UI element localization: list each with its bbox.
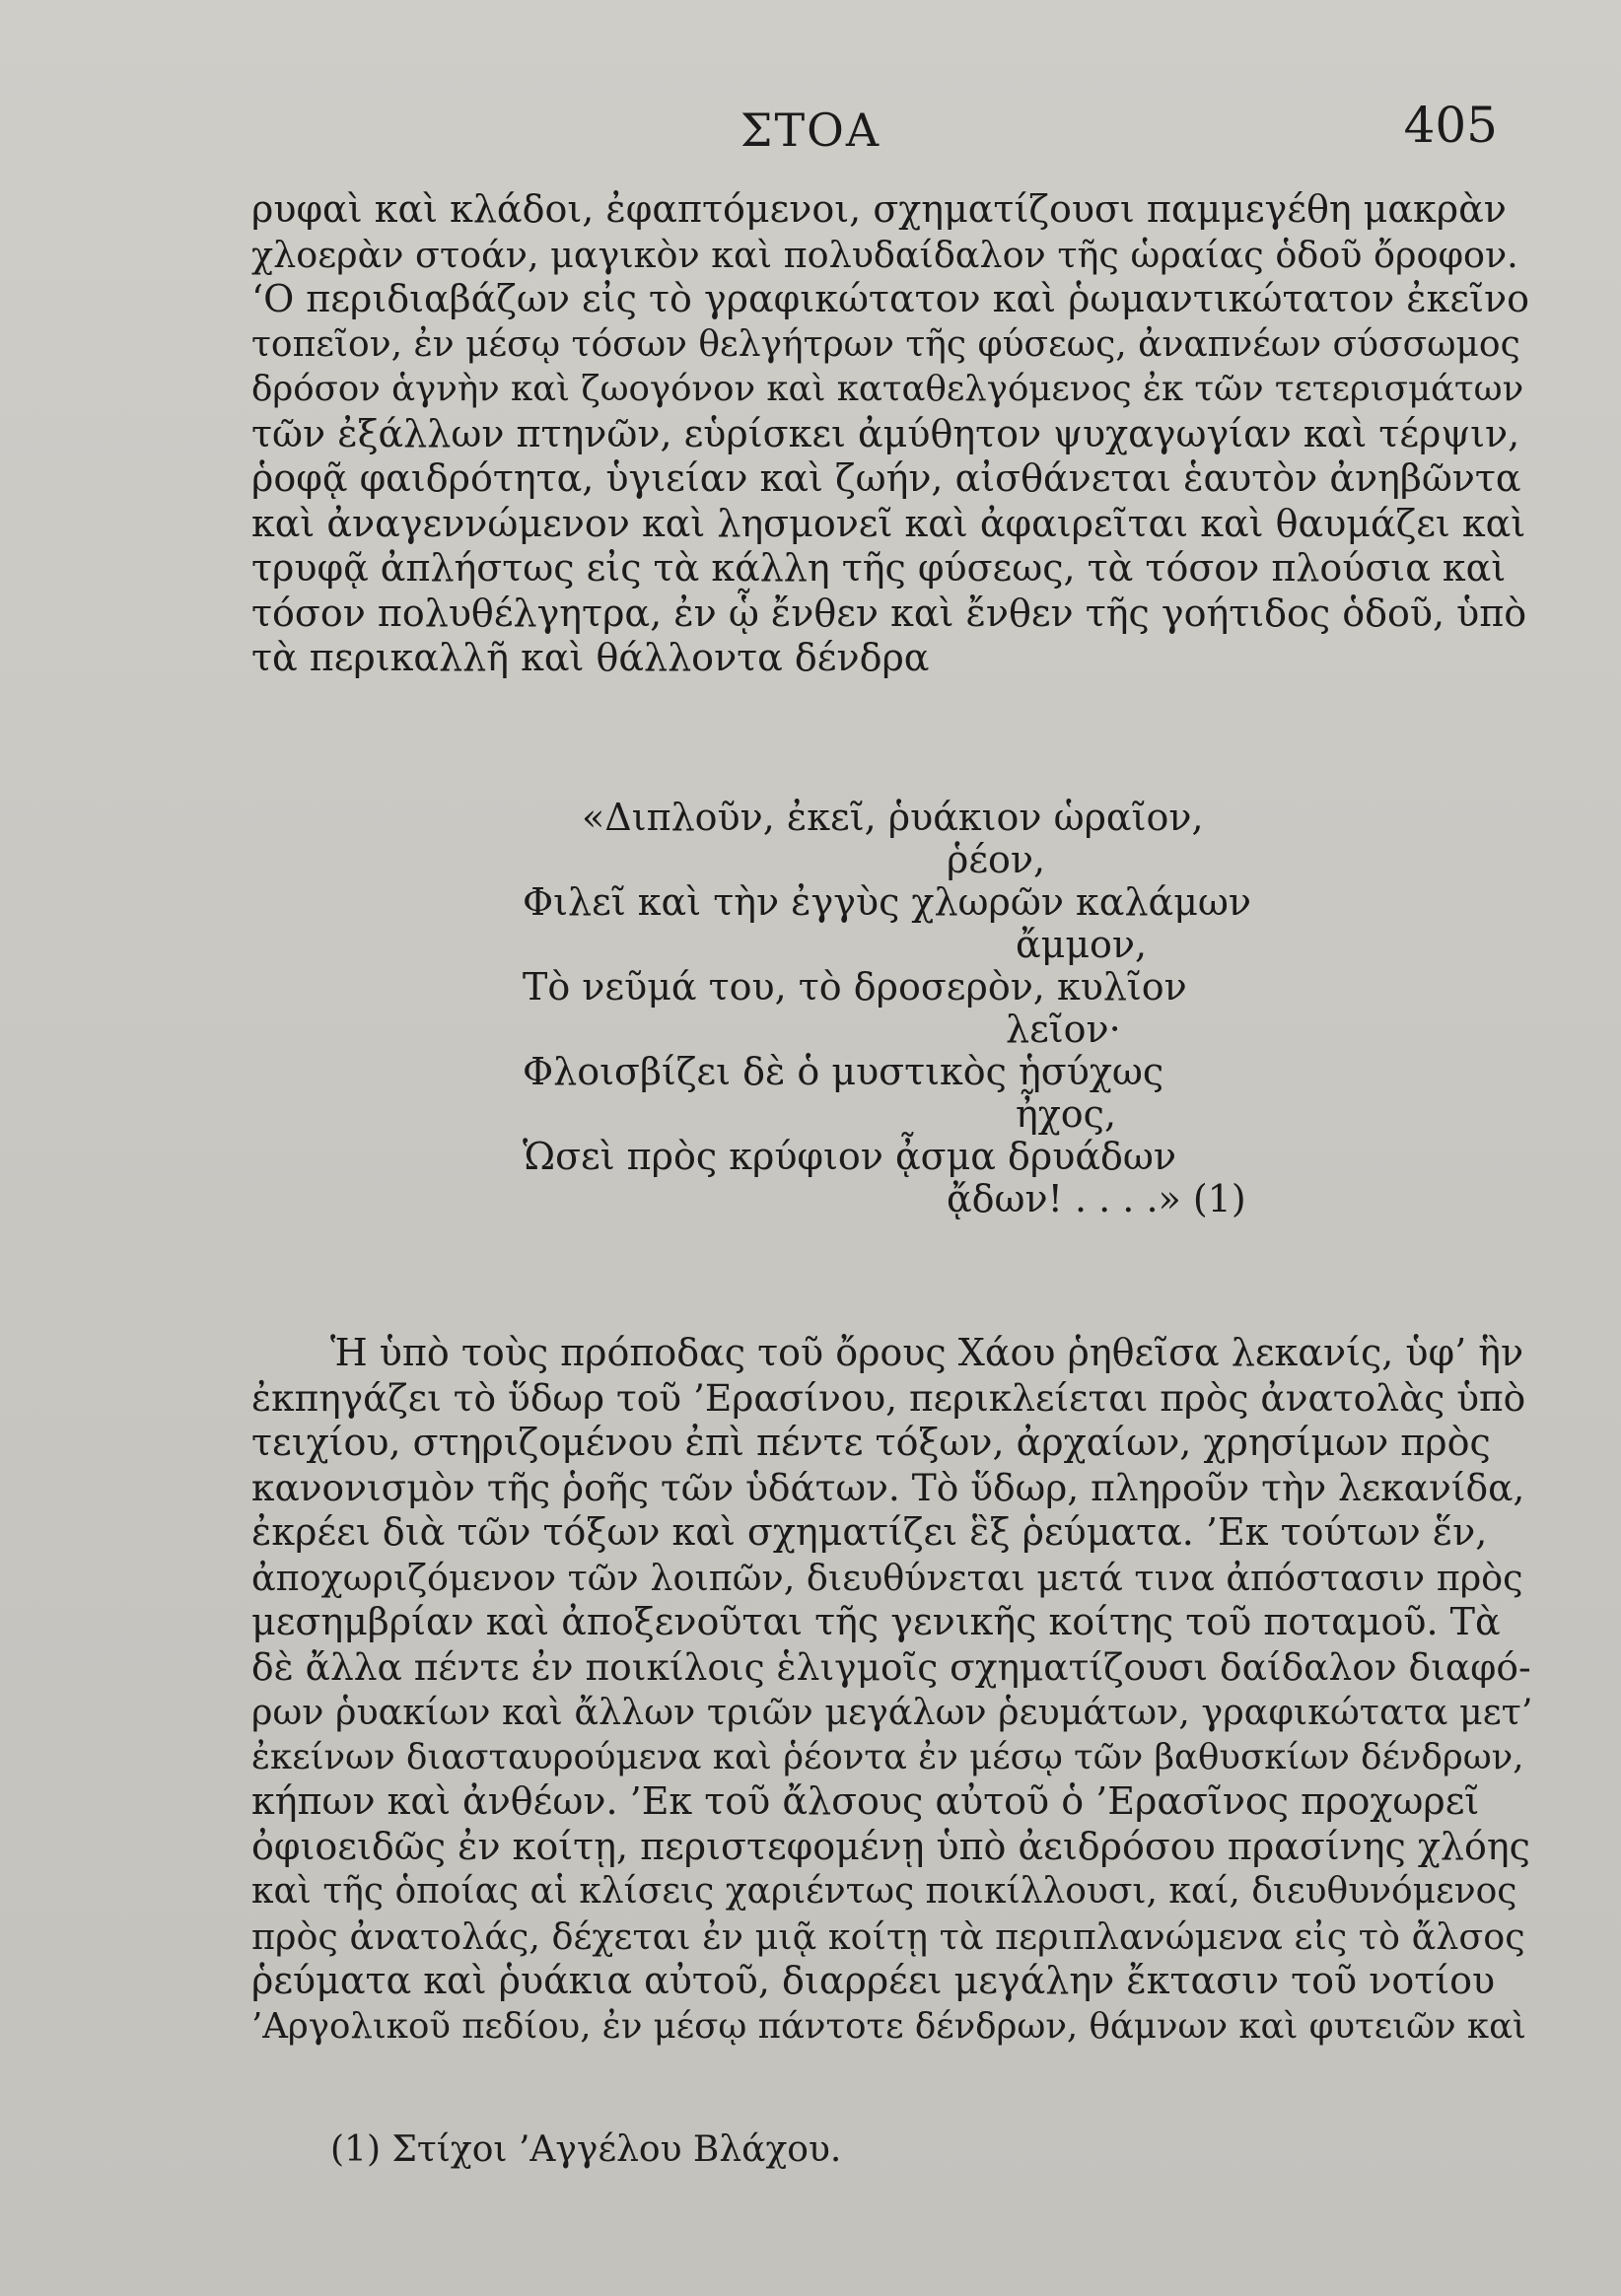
poem-rhyme-line: ᾄδων! . . . .» (1): [947, 1177, 1246, 1220]
text-line: κανονισμὸν τῆς ῥοῆς τῶν ὑδάτων. Τὸ ὕδωρ, πληροῦν τὴν λεκανίδα,: [251, 1465, 1525, 1509]
text-line: τρυφᾷ ἀπλήστως εἰς τὰ κάλλη τῆς φύσεως, τὰ τόσον πλούσια καὶ: [251, 546, 1507, 590]
text-line: ἐκρέει διὰ τῶν τόξων καὶ σχηματίζει ἓξ ῥεύματα. ’Εκ τούτων ἕν,: [251, 1510, 1488, 1554]
text-line: τοπεῖον, ἐν μέσῳ τόσων θελγήτρων τῆς φύσεως, ἀναπνέων σύσσωμος: [251, 323, 1520, 365]
text-line: χλοερὰν στοάν, μαγικὸν καὶ πολυδαίδαλον τῆς ὡραίας ὁδοῦ ὄροφον.: [251, 233, 1518, 276]
poem-rhyme-line: ἄμμον,: [1016, 923, 1148, 966]
text-line: τόσον πολυθέλγητρα, ἐν ᾧ ἔνθεν καὶ ἔνθεν τῆς γοήτιδος ὁδοῦ, ὑπὸ: [251, 591, 1527, 635]
poem-rhyme-line: λεῖον·: [1006, 1008, 1121, 1051]
text-line: καὶ ἀναγεννώμενον καὶ λησμονεῖ καὶ ἀφαιρεῖται καὶ θαυμάζει καὶ: [251, 501, 1526, 545]
text-line: ῥοφᾷ φαιδρότητα, ὑγιείαν καὶ ζωήν, αἰσθάνεται ἑαυτὸν ἀνηβῶντα: [251, 456, 1521, 500]
text-line: ‘Ο περιδιαβάζων εἰς τὸ γραφικώτατον καὶ ῥωμαντικώτατον ἐκεῖνο: [251, 277, 1529, 320]
poem-line: «Διπλοῦν, ἐκεῖ, ῥυάκιον ὡραῖον,: [582, 796, 1204, 839]
text-line: καὶ τῆς ὁποίας αἱ κλίσεις χαριέντως ποικίλλουσι, καί, διευθυνόμενος: [251, 1871, 1517, 1912]
poem-quote: [523, 797, 1410, 1220]
text-line: τὰ περικαλλῆ καὶ θάλλοντα δένδρα: [251, 636, 930, 679]
text-line: δρόσον ἁγνὴν καὶ ζωογόνον καὶ καταθελγόμενος ἐκ τῶν τετερισμάτων: [251, 369, 1524, 409]
paragraph-1: [251, 187, 1533, 681]
text-line: ῥεύματα καὶ ῥυάκια αὐτοῦ, διαρρέει μεγάλην ἔκτασιν τοῦ νοτίου: [251, 1959, 1496, 2002]
text-line: ρυφαὶ καὶ κλάδοι, ἐφαπτόμενοι, σχηματίζουσι παμμεγέθη μακρὰν: [251, 187, 1507, 231]
text-line: ἐκπηγάζει τὸ ὕδωρ τοῦ ’Ερασίνου, περικλείεται πρὸς ἀνατολὰς ὑπὸ: [251, 1375, 1526, 1420]
text-line: ρων ῥυακίων καὶ ἄλλων τριῶν μεγάλων ῥευμάτων, γραφικώτατα μετ’: [251, 1691, 1533, 1733]
text-line: ’Αργολικοῦ πεδίου, ἐν μέσῳ πάντοτε δένδρων, θάμνων καὶ φυτειῶν καὶ: [251, 2005, 1526, 2047]
text-line: ἀποχωριζόμενον τῶν λοιπῶν, διευθύνεται μετά τινα ἀπόστασιν πρὸς: [251, 1556, 1523, 1599]
poem-line: Φιλεῖ καὶ τὴν ἐγγὺς χλωρῶν καλάμων: [523, 880, 1251, 924]
running-head: ΣΤΟΑ: [740, 104, 881, 157]
poem-rhyme-line: ἦχος,: [1016, 1092, 1117, 1136]
text-line: δὲ ἄλλα πέντε ἐν ποικίλοις ἑλιγμοῖς σχηματίζουσι δαίδαλον διαφό-: [251, 1644, 1531, 1689]
poem-line: Φλοισβίζει δὲ ὁ μυστικὸς ἡσύχως: [523, 1050, 1164, 1093]
text-line: κήπων καὶ ἀνθέων. ’Εκ τοῦ ἄλσους αὐτοῦ ὁ ’Ερασῖνος προχωρεῖ: [251, 1779, 1480, 1823]
text-line: Ἡ ὑπὸ τοὺς πρόποδας τοῦ ὄρους Χάου ῥηθεῖσα λεκανίς, ὑφ’ ἣν: [330, 1331, 1524, 1374]
text-line: ὀφιοειδῶς ἐν κοίτῃ, περιστεφομένῃ ὑπὸ ἀειδρόσου πρασίνης χλόης: [251, 1824, 1530, 1868]
footnote: (1) Στίχοι ’Αγγέλου Βλάχου.: [330, 2129, 842, 2170]
text-line: τειχίου, στηριζομένου ἐπὶ πέντε τόξων, ἀρχαίων, χρησίμων πρὸς: [251, 1421, 1491, 1464]
text-line: ἐκείνων διασταυρούμενα καὶ ῥέοντα ἐν μέσῳ τῶν βαθυσκίων δένδρων,: [251, 1736, 1524, 1777]
poem-line: Ὡσεὶ πρὸς κρύφιον ᾆσμα δρυάδων: [523, 1135, 1176, 1178]
text-line: πρὸς ἀνατολάς, δέχεται ἐν μιᾷ κοίτῃ τὰ περιπλανώμενα εἰς τὸ ἄλσος: [251, 1914, 1525, 1958]
page-number: 405: [1403, 97, 1498, 154]
paragraph-2: [251, 1331, 1533, 2049]
text-line: τῶν ἐξάλλων πτηνῶν, εὑρίσκει ἀμύθητον ψυχαγωγίαν καὶ τέρψιν,: [251, 411, 1520, 455]
poem-line: Τὸ νεῦμά του, τὸ δροσερὸν, κυλῖον: [523, 965, 1187, 1009]
poem-rhyme-line: ῥέον,: [947, 838, 1046, 881]
text-line: μεσημβρίαν καὶ ἀποξενοῦται τῆς γενικῆς κοίτης τοῦ ποταμοῦ. Τὰ: [251, 1600, 1501, 1643]
